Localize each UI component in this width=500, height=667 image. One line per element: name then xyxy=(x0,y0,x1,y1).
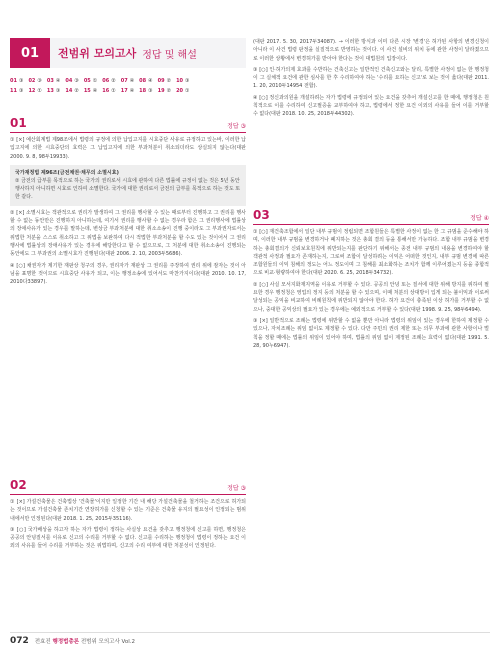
question-02 xyxy=(10,478,246,551)
answer-key-item xyxy=(10,76,23,86)
answer-key-row xyxy=(10,76,246,86)
answer-key-choice: ③ xyxy=(74,78,79,84)
question-01 xyxy=(10,116,246,286)
answer-key-number: 08 xyxy=(139,78,147,84)
explanation-paragraph: ② [○] 사실 모서지화재지역을 이유로 거부할 수 있다. 공공의 안녕 또는 질서에 대한 위해 방지를 위하여 필요한 경우 행정청은 영업의 정지 등의 처분을 할 수 있으며, 이때 처분의 상대방이 입게 되는 불이익과 이로써 달성되는 공익을 비교하여 비례원칙에 위반되지 않아야 한다. 허가 요건이 충족된 이상 허가를 거부할 수 없으나, 중대한 공익상의 필요가 있는 경우에는 예외적으로 거부할 수 있다(대판 1998. 9. 25, 98두6494). xyxy=(253,281,489,313)
explanation-paragraph: ② [×] 소멸시효는 객관적으로 권리가 발생하여 그 권리를 행사할 수 있는 때로부터 진행하고 그 권리를 행사할 수 없는 동안만은 진행하지 아니하는데, 여기서 권리를 행사할 수 없는 경우라 함은 그 권리행사에 법률상의 장애사유가 있는 경우를 말하는데, 변상금 부과처분에 대한 취소소송이 진행 중이라도 그 부과권자로서는 위법한 처분을 스스로 취소하고 그 위법을 보완하여 다시 적법한 부과처분을 할 수도 있는 것이어서 그 권리행사에 법률상의 장애사유가 있는 경우에 해당한다고 할 수 없으므로, 그 처분에 대한 취소소송이 진행되는 동안에도 그 부과권의 소멸시효가 진행된다(대판 2006. 2. 10, 2003두5686). xyxy=(10,209,246,258)
law-box xyxy=(10,165,246,206)
answer-key-choice: ④ xyxy=(92,88,98,94)
page-footer xyxy=(10,636,135,646)
answer-key-number: 05 xyxy=(83,78,91,84)
answer-key-number: 14 xyxy=(65,88,73,94)
answer-key-choice: ① xyxy=(92,78,98,84)
answer-key-number: 10 xyxy=(176,78,184,84)
answer-key-item xyxy=(158,76,171,86)
answer-key-number: 16 xyxy=(102,88,110,94)
explanation-paragraph: ④ [○] 채권자가 제기한 재판상 청구의 경우, 권리자가 재판상 그 권리를 주장하여 권리 위에 잠자는 것이 아님을 표명한 것이므로 시효중단 사유가 되고, 이는 행정소송에 있어서도 마찬가지이다(대판 2010. 10. 17, 2010다33897). xyxy=(10,262,246,286)
answer-key-number: 15 xyxy=(83,88,91,94)
answer-key-item xyxy=(10,86,23,96)
answer-key-item xyxy=(28,76,41,86)
explanation-paragraph: ① [○] 재건축조합에서 일단 내부 규범이 정립되면 조합원들은 특별한 사정이 없는 한 그 규범을 준수해야 하며, 이러한 내부 규범을 변경하거나 폐지하는 것은 총회 결의 등을 통해서만 가능하다. 조합 내부 규범을 변경하는 총회결의가 신뢰보호원칙에 위반되는지를 판단하기 위해서는 종전 내부 규범의 내용을 변경하여야 할 객관적 사정과 필요가 존재하는지, 그로써 조합이 달성하려는 이익은 어떠한 것인지, 내부 규범 변경에 따른 조합원들의 이익 침해의 정도는 어느 정도이며 그 침해를 최소화하는 조치가 함께 이루어졌는지 등을 종합적으로 비교·형량하여야 한다(대판 2020. 6. 25, 2018두34732). xyxy=(253,229,489,277)
footer-brand: 전효진 xyxy=(34,639,51,645)
law-box-body: ② 금전의 급부를 목적으로 하는 국가의 권리로서 시효에 관하여 다른 법률에 규정이 없는 것은 5년 동안 행사하지 아니하면 시효로 인하여 소멸한다. 국가에 대한 권리로서 금전의 급부를 목적으로 하는 것도 또한 같다. xyxy=(15,177,241,201)
answer-key-choice: ③ xyxy=(18,78,24,84)
answer-key-item xyxy=(139,86,152,96)
question-header xyxy=(10,116,246,133)
question-header xyxy=(10,478,246,495)
explanation-paragraph: ① [×] 가설건축물은 건축법상 '건축물'이지만 일정한 기간 내 해당 가설건축물을 철거하는 조건으로 허가되는 것이므로 가설건축물 존치기간 연장허가를 신청할 수 있는 기준은 건축물 유지의 필요성이 인정되는 범위 내에서만 인정된다(대판 2018. 1. 25, 2015두35116). xyxy=(10,499,246,522)
answer-key-choice: ④ xyxy=(129,78,135,84)
answer-key-number: 20 xyxy=(176,88,184,94)
answer-key-choice: ③ xyxy=(37,78,42,84)
question-answer: 정답 ③ xyxy=(227,485,246,492)
question-number: 03 xyxy=(253,208,270,222)
answer-key-number: 12 xyxy=(28,88,36,94)
banner-title-box xyxy=(50,38,246,68)
answer-key-choice: ③ xyxy=(55,88,61,94)
explanation-paragraph: (대판 2017. 5. 30, 2017두34087). → 이러한 방식과 이미 다른 시장 '변경'은 허가된 사항의 변경신청이 아니라 이 사건 법령 판정을 실질적으로 반영하는 것이다. 이 사건 설비의 위치 등에 관한 사정이 달라졌으므로 이러한 상황에서 변경허가를 받아야 한다는 것이 대법원의 입장이다. xyxy=(253,39,489,62)
answer-key-number: 17 xyxy=(120,88,128,94)
answer-key-item xyxy=(176,86,189,96)
answer-key-choice: ① xyxy=(37,88,42,94)
banner-title: 전범위 모의고사 xyxy=(58,47,137,60)
explanation-paragraph: ① [×] 예산회계법 제98조에서 법령의 규정에 의한 납입고지를 시효중단 사유로 규정하고 있는바, 이러한 납입고지에 의한 시효중단의 효력은 그 납입고지에 의한 부과처분이 취소되더라도 상실되지 않는다(대판 2000. 9. 8, 98두19933). xyxy=(10,137,246,160)
answer-key-item xyxy=(47,86,60,96)
question-03 xyxy=(253,208,489,350)
footer-text xyxy=(35,637,135,645)
footer-divider xyxy=(10,632,490,633)
answer-key-choice: ① xyxy=(111,88,116,94)
answer-key-number: 06 xyxy=(102,78,110,84)
section-banner xyxy=(10,38,246,68)
answer-key-number: 18 xyxy=(139,88,147,94)
answer-key-choice: ③ xyxy=(148,88,153,94)
answer-key-item xyxy=(139,76,152,86)
answer-key-number: 01 xyxy=(10,78,17,84)
answer-key-item xyxy=(84,86,97,96)
left-column xyxy=(10,38,246,550)
law-box-title: 국가재정법 제96조(금전채권·채무의 소멸시효) xyxy=(15,169,119,176)
question-number: 01 xyxy=(10,116,27,130)
answer-key-number: 07 xyxy=(120,78,128,84)
answer-key-number: 13 xyxy=(46,88,54,94)
footer-highlight: 행정법총론 xyxy=(52,639,80,645)
question-answer: 정답 ④ xyxy=(470,215,489,222)
answer-key-number: 11 xyxy=(10,88,17,94)
answer-key-item xyxy=(65,76,78,86)
answer-key-item xyxy=(84,76,97,86)
question-header xyxy=(253,208,489,225)
answer-key-choice: ④ xyxy=(55,78,61,84)
page-number: 072 xyxy=(10,636,29,646)
answer-key-number: 19 xyxy=(157,88,165,94)
answer-key-choice: ① xyxy=(185,88,190,94)
answer-key-choice: ② xyxy=(74,88,79,94)
answer-key-item xyxy=(47,76,60,86)
answer-key-choice: ③ xyxy=(18,88,24,94)
answer-key-item xyxy=(102,76,115,86)
answer-key-item xyxy=(28,86,41,96)
answer-key xyxy=(10,76,246,96)
answer-key-number: 03 xyxy=(46,78,54,84)
answer-key-choice: ② xyxy=(166,78,172,84)
answer-key-row xyxy=(10,86,246,96)
answer-key-item xyxy=(121,86,134,96)
banner-number: 01 xyxy=(10,38,50,68)
answer-key-choice: ② xyxy=(111,78,116,84)
explanation-paragraph: ③ [○] 국가배상을 하고자 하는 자가 법령이 정하는 사실상 요건을 갖추고 행정청에 신고를 하면, 행정청은 공공의 안녕질서를 이유로 신고의 수리를 거부할 수 없다. 신고를 수리하는 행정청이 법령이 정하는 요건 이외의 사유를 들어 수리를 거부하는 것은 위법하며, 신고의 수리 여부에 대한 처분성이 인정된다. xyxy=(10,526,246,550)
question-answer: 정답 ③ xyxy=(227,123,246,130)
question-number: 02 xyxy=(10,478,27,492)
explanation-paragraph: ③ [○] 인·허가의제 효과를 수반하는 건축신고는 일반적인 건축신고와는 달리, 특별한 사정이 없는 한 행정청이 그 실체적 요건에 관한 심사를 한 후 수리하여야 하는 '수리를 요하는 신고'로 보는 것이 옳다(대판 2011. 1. 20, 2010두14954 전합). xyxy=(253,66,489,90)
answer-key-item xyxy=(121,76,134,86)
answer-key-item xyxy=(65,86,78,96)
answer-key-choice: ④ xyxy=(129,88,135,94)
answer-key-number: 09 xyxy=(157,78,165,84)
right-column xyxy=(253,38,489,349)
answer-key-item xyxy=(158,86,171,96)
answer-key-choice: ② xyxy=(166,88,172,94)
footer-rest: 전범위 모의고사 Vol.2 xyxy=(80,639,135,645)
answer-key-number: 04 xyxy=(65,78,73,84)
answer-key-choice: ④ xyxy=(148,78,153,84)
banner-subtitle: 정답 및 해설 xyxy=(142,49,197,61)
answer-key-choice: ③ xyxy=(185,78,190,84)
answer-key-item xyxy=(102,86,115,96)
answer-key-number: 02 xyxy=(28,78,36,84)
explanation-paragraph: ④ [○] 정신과의원을 개설하려는 자가 법령에 규정되어 있는 요건을 갖추어 개설신고를 한 때에, 행정청은 원칙적으로 이를 수리하여 신고필증을 교부하여야 하고, 법령에서 정한 요건 이외의 사유를 들어 이를 거부할 수 없다(대판 2018. 10. 25, 2018두44302). xyxy=(253,94,489,118)
explanation-paragraph: ③ [×] 일반적으로 조례는 법령에 위반할 수 없을 뿐만 아니라 법령의 위임이 있는 경우에 한하여 제정할 수 있으나, 자치조례는 위임 없이도 제정할 수 있다. 다만 주민의 권리 제한 또는 의무 부과에 관한 사항이나 벌칙을 정할 때에는 법률의 위임이 있어야 하며, 법률의 위임 없이 제정된 조례는 효력이 없다(대판 1991. 5. 28, 90누6947). xyxy=(253,317,489,349)
answer-key-item xyxy=(176,76,189,86)
